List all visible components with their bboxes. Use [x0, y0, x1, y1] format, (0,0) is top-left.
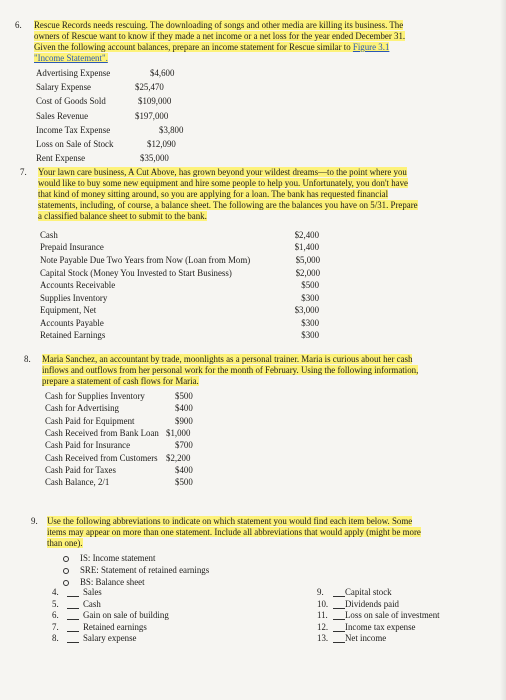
text-line-content: than one). [47, 538, 83, 548]
account-label: Note Payable Due Two Years from Now (Loan from Mom) [40, 255, 251, 266]
cash-item-label: Cash Paid for Insurance [45, 440, 131, 451]
abbreviation-item: SRE: Statement of retained earnings [80, 564, 210, 575]
account-label: Retained Earnings [40, 330, 106, 341]
abbreviation-item: IS: Income statement [80, 553, 156, 563]
cash-item-value: $2,200 [166, 452, 191, 463]
account-label: Income Tax Expense [36, 124, 111, 135]
account-value: $25,470 [135, 82, 164, 93]
item-number: 6. [52, 610, 59, 621]
text-line-content: would like to buy some new equipment and hire some people to help you. Unfortunately, you don't have [38, 178, 408, 188]
figure-3-1-link[interactable]: Figure 3.1 [352, 42, 390, 52]
item-number: 9. [317, 587, 324, 597]
text-line-content: a classified balance sheet to submit to the bank. [38, 211, 207, 221]
account-value: $4,600 [150, 68, 175, 78]
item-label: Dividends paid [345, 598, 399, 609]
item-number: 7. [52, 621, 59, 632]
text-line-content: that kind of money sitting around, so you are applying for a loan. The bank has requested financial [38, 189, 389, 199]
account-value: $12,090 [147, 139, 176, 149]
item-number: 5. [52, 598, 59, 609]
account-label: Rent Expense [36, 153, 86, 164]
cash-item-value: $400 [175, 465, 193, 476]
item-number: 12. [317, 621, 329, 632]
text-line [38, 200, 418, 211]
text-line-content: prepare a statement of cash flows for Maria. [42, 376, 199, 386]
question-9-number: 9. [31, 516, 38, 526]
text-line [38, 189, 418, 200]
question-7-number: 7. [20, 167, 27, 177]
account-value: $300 [301, 330, 319, 341]
text-line-content: inflows and outflows from her personal work for the month of February. Using the following information, [42, 365, 419, 375]
item-number: 13. [317, 633, 329, 644]
text-line-content: Use the following abbreviations to indicate on which statement you would find each item below. Some [47, 516, 413, 526]
bullet-icon [63, 556, 69, 562]
cash-item-label: Cash Received from Customers [45, 452, 158, 463]
account-value: $500 [301, 280, 319, 291]
cash-item-label: Cash Balance, 2/1 [45, 477, 110, 488]
text-line [42, 376, 418, 387]
text-line [42, 354, 418, 365]
question-6-number: 6. [15, 20, 22, 30]
item-label: Capital stock [345, 587, 392, 597]
cash-item-value: $900 [175, 415, 193, 426]
bullet-icon [63, 568, 69, 574]
account-label: Supplies Inventory [40, 292, 108, 303]
account-value: $3,800 [159, 124, 184, 135]
account-label: Prepaid Insurance [40, 242, 104, 253]
account-label: Salary Expense [36, 82, 91, 93]
cash-item-label: Cash Paid for Taxes [45, 465, 116, 476]
answer-blank[interactable] [333, 642, 345, 643]
item-label: Cash [83, 598, 101, 609]
income-statement-link[interactable]: "Income Statement". [34, 53, 108, 63]
account-value: $2,400 [294, 230, 319, 240]
answer-blank[interactable] [333, 608, 345, 609]
question-7-text [38, 167, 418, 222]
cash-item-value: $400 [175, 403, 193, 414]
item-label: Gain on sale of building [83, 610, 169, 621]
account-label: Loss on Sale of Stock [36, 139, 114, 149]
answer-blank[interactable] [333, 631, 345, 632]
text-line [38, 167, 418, 178]
item-label: Retained earnings [83, 621, 147, 632]
account-value: $109,000 [138, 96, 172, 107]
cash-item-label: Cash for Supplies Inventory [45, 391, 145, 401]
account-value: $1,400 [294, 242, 319, 253]
cash-item-label: Cash Paid for Equipment [45, 415, 135, 426]
account-label: Accounts Payable [40, 317, 104, 328]
text-line-content: statements, including, of course, a balance sheet. The following are the balances you have on 5/31. Prepare [38, 200, 418, 210]
item-label: Income tax expense [345, 621, 416, 632]
text-line [47, 527, 421, 538]
item-number: 4. [52, 587, 59, 597]
account-value: $5,000 [295, 255, 320, 266]
question-8-number: 8. [24, 354, 31, 364]
cash-item-label: Cash Received from Bank Loan [45, 428, 159, 439]
item-label: Salary expense [83, 633, 137, 644]
cash-item-label: Cash for Advertising [45, 403, 119, 414]
item-number: 10. [317, 598, 329, 609]
abbreviation-item: BS: Balance sheet [80, 576, 145, 587]
cash-item-value: $700 [175, 440, 193, 451]
item-number: 8. [52, 633, 59, 644]
account-value: $300 [301, 317, 319, 328]
account-label: Cash [40, 230, 58, 240]
question-8-text [42, 354, 418, 387]
cash-item-value: $500 [175, 391, 193, 401]
item-label: Loss on sale of investment [345, 610, 440, 621]
answer-blank[interactable] [67, 631, 79, 632]
account-value: $197,000 [135, 110, 169, 121]
account-value: $35,000 [140, 153, 169, 164]
bullet-icon [63, 580, 69, 586]
account-label: Cost of Goods Sold [36, 96, 106, 107]
cash-item-value: $1,000 [166, 428, 191, 439]
account-label: Capital Stock (Money You Invested to Start Business) [40, 267, 232, 278]
text-line [38, 211, 418, 222]
question-9-text [47, 516, 421, 549]
cash-item-value: $500 [175, 477, 193, 488]
text-line-content: items may appear on more than one statement. Include all abbreviations that would apply (might be more [47, 527, 421, 537]
item-number: 11. [317, 610, 328, 621]
item-label: Sales [83, 587, 102, 597]
account-value: $300 [301, 292, 319, 303]
answer-blank[interactable] [67, 642, 79, 643]
answer-blank[interactable] [333, 596, 345, 597]
answer-blank[interactable] [67, 608, 79, 609]
answer-blank[interactable] [67, 619, 79, 620]
account-label: Sales Revenue [36, 110, 89, 121]
question-6-text: Rescue Records needs rescuing. The downloading of songs and other media are killing its business. The owners of Rescue want to know if they made a net income or a net loss for the year ended December 31. Given the following account balances, prepare an income statement for Rescue similar to Figure 3.1 "Income Statement". [34, 20, 406, 63]
page-edge-shadow [500, 0, 506, 700]
text-line [42, 365, 418, 376]
account-label: Equipment, Net [40, 305, 97, 316]
account-value: $3,000 [294, 305, 319, 316]
answer-blank[interactable] [333, 619, 345, 620]
account-value: $2,000 [295, 267, 320, 278]
account-label: Accounts Receivable [40, 280, 116, 291]
text-line [38, 178, 418, 189]
text-line [47, 538, 421, 549]
item-label: Net income [345, 633, 387, 644]
text-line-content: Maria Sanchez, an accountant by trade, moonlights as a personal trainer. Maria is curious about her cash [42, 354, 413, 364]
answer-blank[interactable] [67, 596, 79, 597]
text-line-content: Your lawn care business, A Cut Above, has grown beyond your wildest dreams—to the point where you [38, 167, 407, 177]
text-line [47, 516, 421, 527]
account-label: Advertising Expense [36, 68, 111, 78]
